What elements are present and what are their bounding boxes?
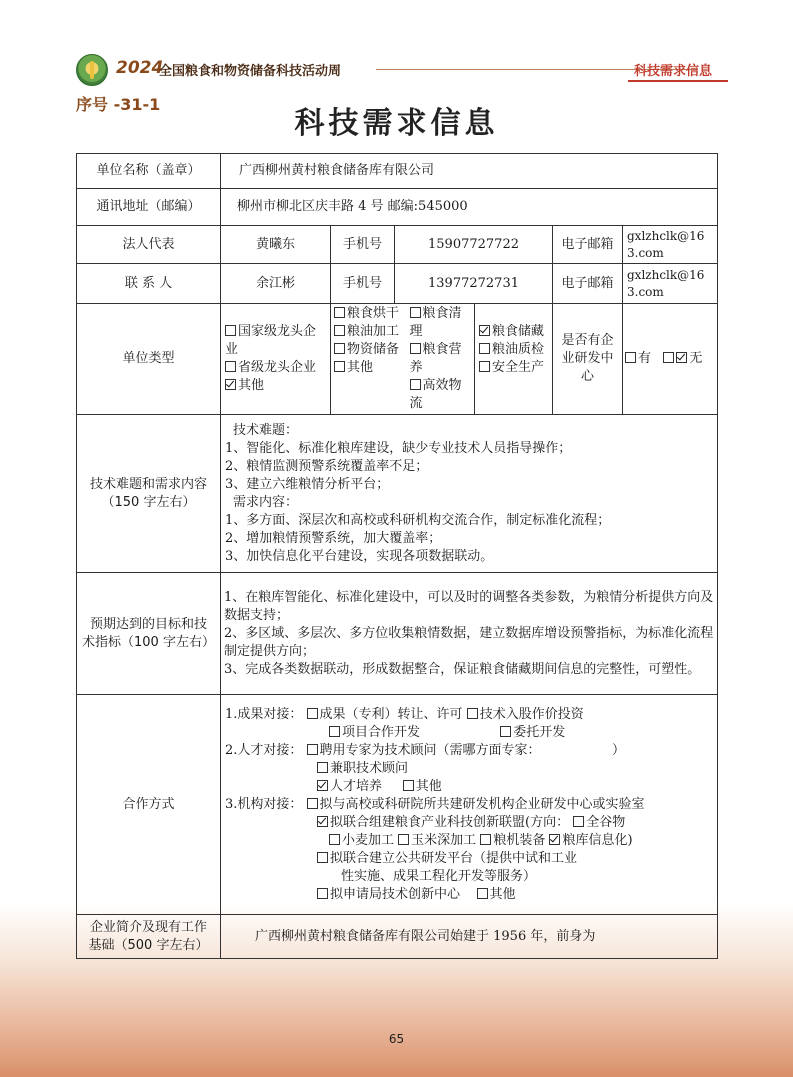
unit-type-cols-2-3: [331, 304, 475, 415]
checkbox-icon: [329, 726, 340, 737]
legal-email-label: 电子邮箱: [553, 226, 623, 264]
rd-no-option[interactable]: 无: [663, 351, 702, 366]
row-unit-type: [77, 304, 718, 415]
rd-center-options: [623, 304, 718, 415]
row-legal-rep: [77, 226, 718, 264]
unit-type-col1: [221, 304, 331, 415]
unit-type-option[interactable]: 粮油加工: [334, 323, 410, 341]
checkbox-icon: [334, 343, 345, 354]
contact-label: 联 系 人: [77, 264, 221, 304]
page-header: [76, 52, 726, 86]
goals-label: 预期达到的目标和技 术指标（100 字左右）: [77, 573, 221, 695]
legal-rep-label: 法人代表: [77, 226, 221, 264]
checkbox-icon: [573, 816, 584, 827]
row-cooperation: [77, 695, 718, 915]
checkbox-checked-icon: [549, 834, 560, 845]
unit-type-option[interactable]: 国家级龙头企业: [225, 324, 317, 357]
unit-type-option[interactable]: 省级龙头企业: [225, 359, 326, 377]
coop-option[interactable]: 项目合作开发: [329, 725, 420, 740]
checkbox-icon: [334, 361, 345, 372]
serial-number: 序号 -31-1: [76, 95, 161, 114]
checkbox-checked-icon: [676, 352, 687, 363]
event-logo-icon: [76, 54, 108, 86]
unit-type-option[interactable]: 粮食烘干: [334, 305, 410, 323]
checkbox-icon: [410, 307, 421, 318]
legal-phone-value: 15907727722: [395, 226, 553, 264]
goals-content: 1、在粮库智能化、标准化建设中，可以及时的调整各类参数，为粮情分析提供方向及数据支持； 2、多区域、多层次、多方位收集粮情数据，建立数据库增设预警指标，为标准化流程制定提供方向； 3、完成各类数据联动，形成数据整合，保证粮食储藏期间信息的完整性，可塑性。: [221, 573, 718, 695]
checkbox-icon: [334, 307, 345, 318]
checkbox-icon: [479, 361, 490, 372]
row-address: [77, 189, 718, 226]
header-section-underline: [628, 80, 728, 82]
header-event-title: 全国粮食和物资储备科技活动周: [159, 64, 342, 79]
rd-yes-option[interactable]: 有: [625, 351, 651, 366]
coop-option[interactable]: 其他: [403, 779, 442, 794]
demand-form-table: [76, 153, 718, 959]
contact-phone-label: 手机号: [331, 264, 395, 304]
unit-type-option[interactable]: 其他: [225, 377, 326, 395]
unit-type-option[interactable]: 安全生产: [479, 359, 548, 377]
checkbox-icon: [500, 726, 511, 737]
header-section-title: 科技需求信息: [634, 64, 713, 79]
coop-option[interactable]: 粮库信息化): [549, 833, 632, 848]
header-year: 2024: [116, 58, 164, 78]
coop-option[interactable]: 全谷物: [573, 815, 625, 830]
legal-phone-label: 手机号: [331, 226, 395, 264]
contact-email-label: 电子邮箱: [553, 264, 623, 304]
unit-name-label: 单位名称（盖章）: [77, 154, 221, 189]
checkbox-icon: [329, 834, 340, 845]
address-value: 柳州市柳北区庆丰路 4 号 邮编:545000: [221, 189, 718, 226]
checkbox-icon: [225, 361, 236, 372]
row-intro: [77, 915, 718, 959]
checkbox-icon: [479, 343, 490, 354]
row-unit-name: [77, 154, 718, 189]
checkbox-icon: [307, 744, 318, 755]
intro-label: 企业简介及现有工作 基础（500 字左右）: [77, 915, 221, 959]
coop-option[interactable]: 拟与高校或科研院所共建研发机构企业研发中心或实验室: [307, 797, 645, 812]
unit-type-option[interactable]: 物资储备: [334, 341, 410, 359]
page-title: 科技需求信息: [294, 106, 499, 141]
tech-needs-label: 技术难题和需求内容 （150 字左右）: [77, 415, 221, 573]
coop-option[interactable]: 小麦加工: [329, 833, 394, 848]
checkbox-icon: [307, 708, 318, 719]
rd-center-label: 是否有企业研发中心: [553, 304, 623, 415]
checkbox-icon: [410, 343, 421, 354]
unit-type-col4: [475, 304, 553, 415]
unit-type-option[interactable]: 粮食储藏: [479, 323, 548, 341]
checkbox-icon: [477, 888, 488, 899]
legal-email-value: gxlzhclk@163.com: [623, 226, 718, 264]
checkbox-icon: [403, 780, 414, 791]
checkbox-icon: [663, 352, 674, 363]
contact-value: 余江彬: [221, 264, 331, 304]
coop-option[interactable]: 粮机装备: [480, 833, 545, 848]
checkbox-icon: [398, 834, 409, 845]
coop-option[interactable]: 拟申请局技术创新中心: [317, 887, 460, 902]
unit-type-option[interactable]: 其他: [334, 359, 410, 377]
checkbox-icon: [317, 852, 328, 863]
intro-content: 广西柳州黄村粮食储备库有限公司始建于 1956 年，前身为: [221, 915, 718, 959]
coop-option[interactable]: 玉米深加工: [398, 833, 476, 848]
row-goals: [77, 573, 718, 695]
coop-option[interactable]: 兼职技术顾问: [317, 761, 408, 776]
unit-type-option[interactable]: 高效物流: [409, 378, 462, 411]
unit-name-value: 广西柳州黄村粮食储备库有限公司: [221, 154, 718, 189]
cooperation-label: 合作方式: [77, 695, 221, 915]
checkbox-icon: [410, 379, 421, 390]
row-contact: [77, 264, 718, 304]
checkbox-icon: [625, 352, 636, 363]
checkbox-checked-icon: [225, 379, 236, 390]
coop-option[interactable]: 委托开发: [500, 725, 565, 740]
tech-needs-content: 技术难题： 1、智能化、标准化粮库建设，缺少专业技术人员指导操作； 2、粮情监测预警系统覆盖率不足； 3、建立六维粮情分析平台； 需求内容： 1、多方面、深层次和高校或科研机构交流合作，制定标准化流程； 2、增加粮情预警系统，加大覆盖率； 3、加快信息化平台建设，实现各项数据联动。: [221, 415, 718, 573]
checkbox-icon: [317, 762, 328, 773]
checkbox-checked-icon: [479, 325, 490, 336]
coop-option[interactable]: 拟联合建立公共研发平台（提供中试和工业: [317, 851, 577, 866]
coop-option[interactable]: 拟联合组建粮食产业科技创新联盟(方向：: [317, 815, 569, 830]
coop-option[interactable]: 聘用专家为技术顾问（需哪方面专家： ）: [307, 743, 626, 758]
address-label: 通讯地址（邮编）: [77, 189, 221, 226]
checkbox-checked-icon: [317, 780, 328, 791]
cooperation-content: 1.成果对接： 成果（专利）转让、许可 技术入股作价投资 项目合作开发 委托开发 2.人才对接： 聘用专家为技术顾问（需哪方面专家： ） 兼职技术顾问 人才培养 其他 3.机构对接： 拟与高校或科研院所共建研发机构企业研发中心或实验室 拟联合组建粮食产业科技创新联盟(方向： 全谷物 小麦加工 玉米深加工 粮机装备 粮库信息化) 拟联合建立公共研发平台（提供中试和工业 性实施、成果工程化开发等服务） 拟申请局技术创新中心 其他: [221, 695, 718, 915]
checkbox-icon: [317, 888, 328, 899]
legal-rep-value: 黄曦东: [221, 226, 331, 264]
checkbox-icon: [467, 708, 478, 719]
unit-type-option[interactable]: 粮食营养: [409, 342, 462, 375]
coop-option[interactable]: 成果（专利）转让、许可: [307, 707, 463, 722]
page-number: 65: [388, 1032, 405, 1046]
checkbox-icon: [334, 325, 345, 336]
coop-option[interactable]: 技术入股作价投资: [467, 707, 584, 722]
checkbox-icon: [225, 325, 236, 336]
coop-option[interactable]: 其他: [477, 887, 516, 902]
checkbox-checked-icon: [317, 816, 328, 827]
unit-type-option[interactable]: 粮食清理: [409, 306, 462, 339]
contact-email-value: gxlzhclk@163.com: [623, 264, 718, 304]
contact-phone-value: 13977272731: [395, 264, 553, 304]
unit-type-option[interactable]: 粮油质检: [479, 341, 548, 359]
coop-option[interactable]: 人才培养: [317, 779, 382, 794]
checkbox-icon: [480, 834, 491, 845]
unit-type-label: 单位类型: [77, 304, 221, 415]
row-tech-needs: [77, 415, 718, 573]
checkbox-icon: [307, 798, 318, 809]
